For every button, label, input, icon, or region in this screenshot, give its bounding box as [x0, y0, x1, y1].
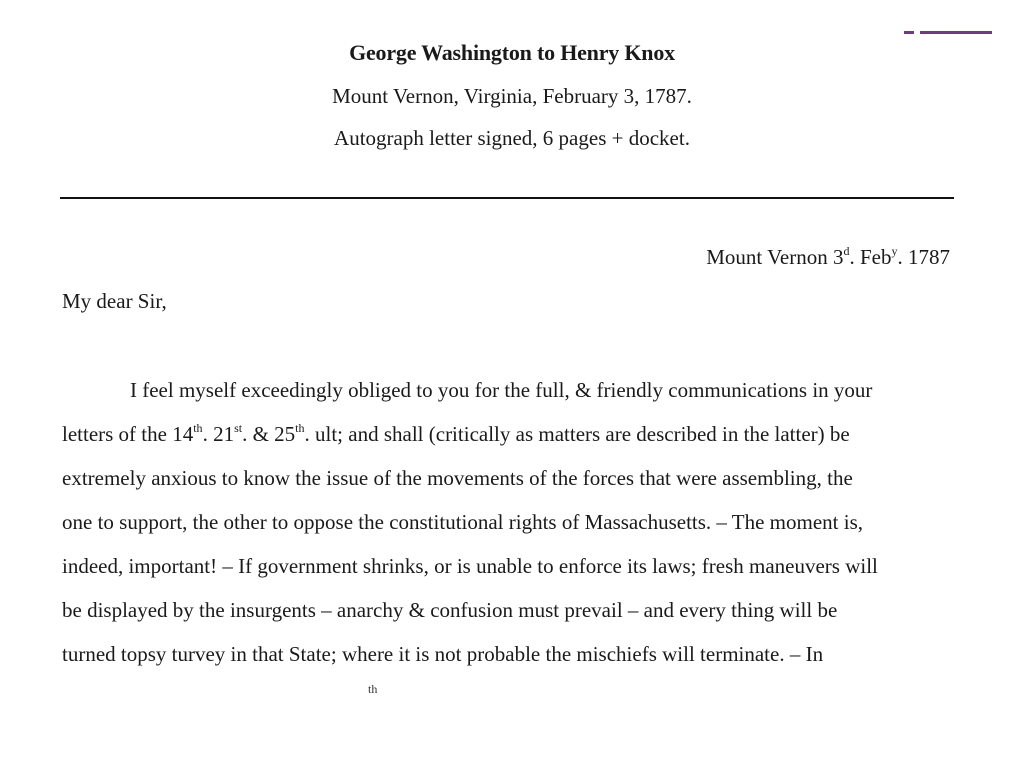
dateline-day-superscript: d [843, 244, 850, 258]
body-line-4: one to support, the other to oppose the constitutional rights of Massachusetts. – The moment is, [62, 510, 864, 534]
body-line-1: I feel myself exceedingly obliged to you for the full, & friendly communications in your [130, 378, 873, 402]
body-line-7: turned topsy turvey in that State; where it is not probable the mischiefs will terminate. – In [62, 642, 824, 666]
line2-part-c: . & 25 [242, 422, 296, 446]
line2-sup-c: th [295, 421, 305, 435]
place-date-subtitle: Mount Vernon, Virginia, February 3, 1787. [332, 84, 692, 108]
line2-sup-a: th [193, 421, 203, 435]
dateline-month-superscript: y [891, 244, 898, 258]
line2-part-d: . ult; and shall (critically as matters are described in the latter) be [304, 422, 850, 446]
line2-part-b: . 21 [202, 422, 235, 446]
accent-bar-short [904, 31, 914, 34]
accent-bar-long [920, 31, 992, 34]
horizontal-rule [60, 197, 954, 199]
dateline-year: . 1787 [897, 245, 950, 269]
dateline-place: Mount Vernon 3 [706, 245, 844, 269]
body-line-5: indeed, important! – If government shrinks, or is unable to enforce its laws; fresh maneuvers will [62, 554, 878, 578]
body-line-6: be displayed by the insurgents – anarchy & confusion must prevail – and every thing will be [62, 598, 838, 622]
letter-body [62, 372, 962, 680]
body-line-2 [62, 416, 962, 460]
document-title: George Washington to Henry Knox [349, 40, 675, 65]
line2-sup-b: st [234, 421, 243, 435]
line2-part-a: letters of the 14 [62, 422, 194, 446]
letter-salutation: My dear Sir, [62, 289, 167, 313]
dateline-month: . Feb [849, 245, 892, 269]
body-line-3: extremely anxious to know the issue of the movements of the forces that were assembling, the [62, 466, 853, 490]
letter-dateline [706, 245, 950, 270]
document-description: Autograph letter signed, 6 pages + docket. [334, 126, 690, 150]
cut-off-superscript: th [368, 682, 378, 696]
